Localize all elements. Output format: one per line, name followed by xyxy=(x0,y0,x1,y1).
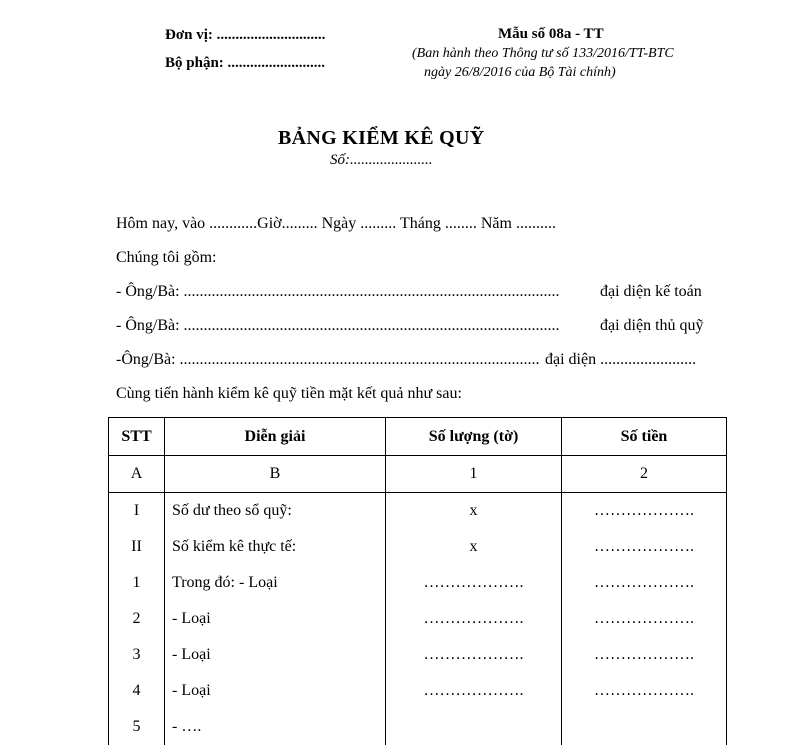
person-1-prefix: - Ông/Bà: xyxy=(116,283,184,300)
row-amount xyxy=(562,709,727,745)
row-stt: 5 xyxy=(109,709,165,745)
table-row xyxy=(109,709,727,745)
table-row xyxy=(109,565,727,601)
cash-count-table xyxy=(108,417,727,745)
person-cashier xyxy=(116,317,560,335)
form-number: Mẫu số 08a - TT xyxy=(498,26,604,42)
row-description: Số dư theo sổ quỹ: xyxy=(165,493,386,530)
row-quantity: x xyxy=(386,493,562,530)
column-header-amount: Số tiền xyxy=(562,418,727,456)
row-stt: 4 xyxy=(109,673,165,709)
row-quantity: ………………. xyxy=(386,565,562,601)
row-stt: 1 xyxy=(109,565,165,601)
row-amount: ………………. xyxy=(562,529,727,565)
row-stt: 3 xyxy=(109,637,165,673)
row-description: Trong đó: - Loại xyxy=(165,565,386,601)
unit-field xyxy=(165,27,325,44)
row-stt: I xyxy=(109,493,165,530)
column-header-stt: STT xyxy=(109,418,165,456)
row-description: Số kiểm kê thực tế: xyxy=(165,529,386,565)
table-header-row xyxy=(109,418,727,456)
row-description: - Loại xyxy=(165,601,386,637)
row-description: - Loại xyxy=(165,637,386,673)
person-accountant xyxy=(116,283,560,301)
column-header-description: Diễn giải xyxy=(165,418,386,456)
issued-line-1: (Ban hành theo Thông tư số 133/2016/TT-BTC xyxy=(412,46,674,61)
dept-dots: .......................... xyxy=(223,55,326,71)
row-description: - Loại xyxy=(165,673,386,709)
person-representative xyxy=(116,351,540,369)
person-1-role: đại diện kế toán xyxy=(600,283,702,300)
person-2-prefix: - Ông/Bà: xyxy=(116,317,184,334)
result-intro: Cùng tiến hành kiểm kê quỹ tiền mặt kết quả như sau: xyxy=(116,385,462,402)
column-letter-b: B xyxy=(165,456,386,493)
row-amount: ………………. xyxy=(562,565,727,601)
table-row xyxy=(109,493,727,530)
column-number-2: 2 xyxy=(562,456,727,493)
issued-line-2: ngày 26/8/2016 của Bộ Tài chính) xyxy=(424,65,616,80)
row-stt: 2 xyxy=(109,601,165,637)
row-quantity: ………………. xyxy=(386,637,562,673)
unit-dots: ............................. xyxy=(212,27,326,43)
row-quantity: ………………. xyxy=(386,601,562,637)
table-row xyxy=(109,673,727,709)
row-amount: ………………. xyxy=(562,493,727,530)
page-title: BẢNG KIỂM KÊ QUỸ xyxy=(278,127,485,149)
table-row xyxy=(109,637,727,673)
date-line: Hôm nay, vào ............Giờ......... Ngày ......... Tháng ........ Năm .......... xyxy=(116,215,556,232)
column-letter-a: A xyxy=(109,456,165,493)
members-intro: Chúng tôi gồm: xyxy=(116,249,217,266)
row-stt: II xyxy=(109,529,165,565)
row-amount: ………………. xyxy=(562,673,727,709)
unit-label: Đơn vị: xyxy=(165,27,213,43)
row-description: - …. xyxy=(165,709,386,745)
dept-label: Bộ phận: xyxy=(165,55,224,71)
person-3-prefix: -Ông/Bà: xyxy=(116,351,180,368)
person-3-dots: .......................................................................................... xyxy=(179,351,540,368)
document-number: Số:...................... xyxy=(330,152,433,168)
column-number-1: 1 xyxy=(386,456,562,493)
row-quantity: x xyxy=(386,529,562,565)
person-3-role: đại diện ........................ xyxy=(545,351,697,368)
person-2-role: đại diện thủ quỹ xyxy=(600,317,704,334)
row-amount: ………………. xyxy=(562,637,727,673)
row-amount: ………………. xyxy=(562,601,727,637)
table-letter-row xyxy=(109,456,727,493)
person-1-dots: .............................................................................................. xyxy=(183,283,560,300)
table-row xyxy=(109,529,727,565)
column-header-quantity: Số lượng (tờ) xyxy=(386,418,562,456)
table-row xyxy=(109,601,727,637)
row-quantity xyxy=(386,709,562,745)
person-2-dots: .............................................................................................. xyxy=(183,317,560,334)
dept-field xyxy=(165,55,325,72)
row-quantity: ………………. xyxy=(386,673,562,709)
